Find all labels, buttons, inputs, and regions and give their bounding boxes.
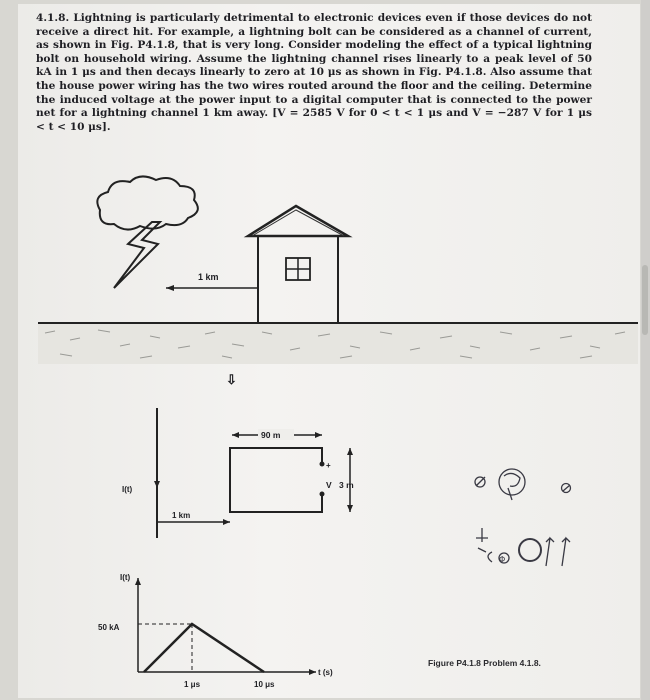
distance-label-top: 1 km (198, 272, 219, 282)
handwritten-phi: Φ (499, 555, 506, 564)
down-arrow-icon: ⇩ (226, 372, 237, 387)
storm-cloud (97, 176, 198, 229)
width-label: 90 m (261, 430, 281, 440)
voltage-label: V (326, 480, 332, 490)
current-label: I(t) (122, 485, 133, 494)
problem-number: 4.1.8. (36, 12, 70, 24)
wiring-loop (230, 448, 325, 512)
peak-label: 50 kA (98, 623, 120, 632)
t2-label: 10 μs (254, 680, 275, 689)
current-waveform (144, 624, 264, 672)
lightning-bolt-icon (114, 222, 160, 288)
time-axis-label: t (s) (318, 668, 333, 677)
t1-label: 1 μs (184, 680, 201, 689)
figure-caption: Figure P4.1.8 Problem 4.1.8. (428, 658, 541, 668)
handwritten-notes (475, 469, 571, 566)
problem-body: Lightning is particularly detrimental to electronic devices even if those devices do not receive a direct hit. For example, a lightning bolt can be considered as a channel of current, as shown in Fig. P4.1.8, that is very long. Consider modeling the effect of a typical lightning bolt on household wiring. Assume the lightning channel rises linearly to a peak level of 50 kA in 1 μs and then decays linearly to zero at 10 μs as shown in Fig. P4.1.8. Also assume that the house power wiring has the two wires routed around the floor and the ceiling. Determine the induced voltage at the power input to a digital computer that is connected to the power net for a lightning channel 1 km away. [V = 2585 V for 0 < t < 1 μs and V = −287 V for 1 μs < t < 10 μs]. (36, 12, 592, 133)
scrollbar[interactable] (641, 0, 650, 700)
house-icon (248, 206, 348, 324)
loop-distance-label: 1 km (172, 511, 191, 520)
plus-label: + (326, 461, 331, 470)
scrollbar-thumb[interactable] (642, 265, 648, 335)
height-label: 3 m (339, 480, 354, 490)
graph-y-label: I(t) (120, 573, 131, 582)
